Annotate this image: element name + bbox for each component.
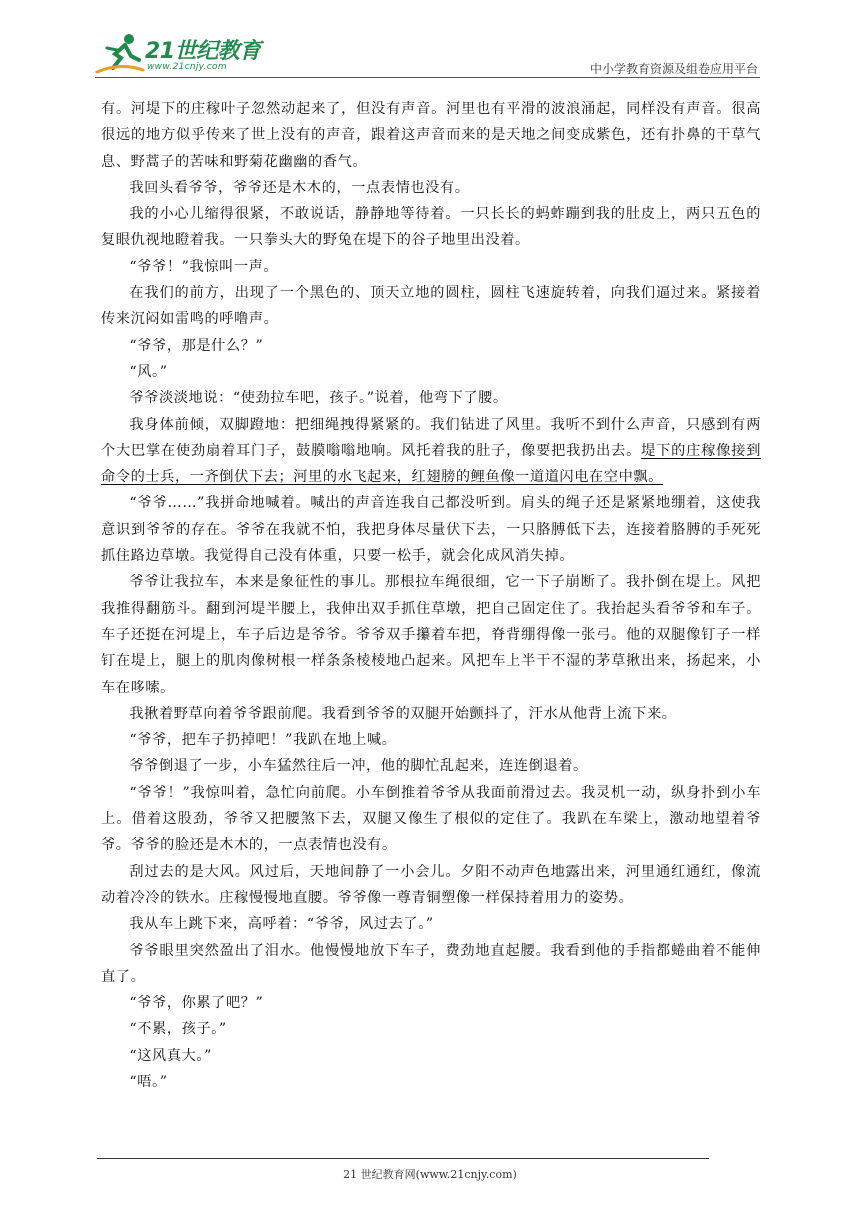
paragraph: “爷爷，那是什么？” [129, 337, 264, 354]
site-logo[interactable] [95, 32, 265, 76]
paragraph: 爷爷眼里突然盈出了泪水。他慢慢地放下车子，费劲地直起腰。我看到他的手指都蜷曲着不能伸直了。 [101, 942, 761, 985]
paragraph: “爷爷！”我惊叫着，急忙向前爬。小车倒推着爷爷从我面前滑过去。我灵机一动，纵身扑到小车上。借着这股劲，爷爷又把腰煞下去，双腿又像生了根似的定住了。我趴在车梁上，激动地望着爷爷。爷爷的脸还是木木的，一点表情也没有。 [101, 784, 761, 854]
paragraph: “爷爷，你累了吧？” [129, 995, 264, 1012]
paragraph: “爷爷，把车子扔掉吧！”我趴在地上喊。 [129, 732, 397, 749]
page-footer[interactable]: 21 世纪教育网(www.21cnjy.com) [343, 1168, 517, 1181]
article-body [101, 96, 761, 1095]
paragraph: 有。河堤下的庄稼叶子忽然动起来了，但没有声音。河里也有平滑的波浪涌起，同样没有声音。很高很远的地方似乎传来了世上没有的声音，跟着这声音而来的是天地之间变成紫色，还有扑鼻的干草气息、野蒿子的苦味和野菊花幽幽的香气。 [101, 101, 761, 170]
runner-icon [95, 32, 145, 76]
paragraph: 我揪着野草向着爷爷跟前爬。我看到爷爷的双腿开始颤抖了，汗水从他背上流下来。 [129, 705, 677, 722]
paragraph: 在我们的前方，出现了一个黑色的、顶天立地的圆柱，圆柱飞速旋转着，向我们逼过来。紧接着传来沉闷如雷鸣的呼噜声。 [101, 285, 761, 328]
paragraph: “不累，孩子。” [129, 1021, 227, 1038]
paragraph: 我的小心儿缩得很紧，不敢说话，静静地等待着。一只长长的蚂蚱蹦到我的肚皮上，两只五色的复眼仇视地瞪着我。一只拳头大的野兔在堤下的谷子地里出没着。 [101, 206, 761, 249]
logo-url: www.21cnjy.com [147, 62, 227, 72]
paragraph: 我回头看爷爷，爷爷还是木木的，一点表情也没有。 [129, 179, 470, 196]
underlined-sentence: 堤下的庄稼像接到命令的士兵，一齐倒伏下去；河里的水飞起来，红翅膀的鲤鱼像一道道闪电在空中飘。 [101, 442, 761, 486]
footer-divider [97, 1158, 709, 1159]
paragraph: 刮过去的是大风。风过后，天地间静了一小会儿。夕阳不动声色地露出来，河里通红通红，像流动着冷冷的铁水。庄稼慢慢地直腰。爷爷像一尊青铜塑像一样保持着用力的姿势。 [101, 863, 761, 906]
paragraph: “爷爷！”我惊叫一声。 [129, 258, 279, 275]
paragraph-text: 我身体前倾，双脚蹬地：把细绳拽得紧紧的。我们钻进了风里。我听不到什么声音，只感到有两个大巴掌在使劲扇着耳门子，鼓膜嗡嗡地响。风托着我的肚子，像要把我扔出去。 [101, 416, 761, 459]
page-header [95, 32, 760, 78]
paragraph-with-underline [101, 412, 761, 491]
paragraph: 爷爷让我拉车，本来是象征性的事儿。那根拉车绳很细，它一下子崩断了。我扑倒在堤上。风把我推得翻筋斗。翻到河堤半腰上，我伸出双手抓住草墩，把自己固定住了。我抬起头看爷爷和车子。车子还挺在河堤上，车子后边是爷爷。爷爷双手攥着车把，脊背绷得像一张弓。他的双腿像钉子一样钉在堤上，腿上的肌肉像树根一样条条棱棱地凸起来。风把车上半干不湿的茅草揪出来，扬起来，小车在哆嗦。 [101, 574, 761, 696]
paragraph: “风。” [129, 363, 168, 380]
header-divider [95, 77, 760, 78]
paragraph: 爷爷淡淡地说：“使劲拉车吧，孩子。”说着，他弯下了腰。 [129, 390, 508, 407]
paragraph: 我从车上跳下来，高呼着：“爷爷，风过去了。” [129, 916, 434, 933]
header-tagline: 中小学教育资源及组卷应用平台 [589, 62, 758, 76]
paragraph: “这风真大。” [129, 1047, 212, 1064]
paragraph: “爷爷……”我拼命地喊着。喊出的声音连我自己都没听到。肩头的绳子还是紧紧地绷着，这使我意识到爷爷的存在。爷爷在我就不怕，我把身体尽量伏下去，一只胳膊低下去，连接着胳膊的手死死抓住路边草墩。我觉得自己没有体重，只要一松手，就会化成风消失掉。 [101, 495, 761, 565]
paragraph: 爷爷倒退了一步，小车猛然往后一冲，他的脚忙乱起来，连连倒退着。 [129, 758, 588, 775]
paragraph: “唔。” [129, 1073, 168, 1090]
logo-text: 21世纪教育 [145, 39, 261, 64]
